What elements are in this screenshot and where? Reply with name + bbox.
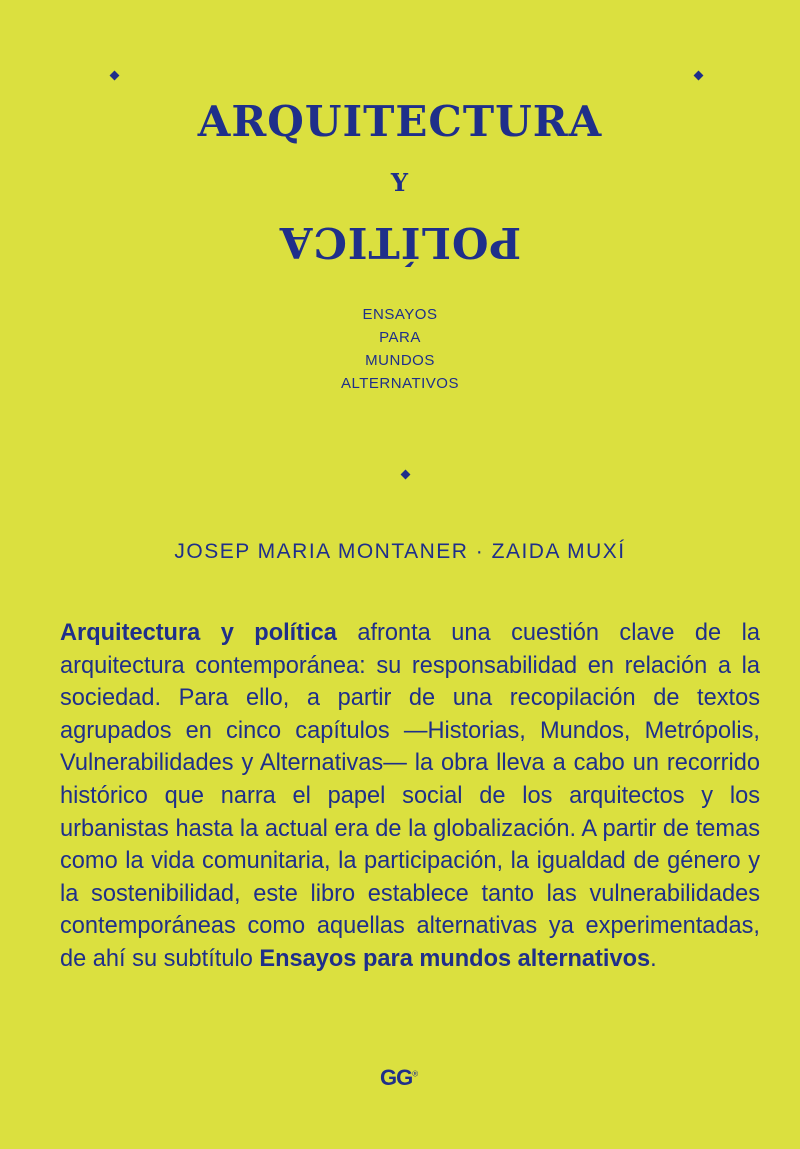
subtitle-line: PARA: [379, 329, 421, 346]
publisher-logo: [380, 1065, 417, 1091]
subtitle-line: MUNDOS: [365, 352, 435, 369]
registered-mark: ®: [412, 1069, 418, 1079]
diamond-ornament-center: [401, 470, 411, 480]
blurb-lead: Arquitectura y política: [60, 620, 337, 646]
diamond-ornament-right: [694, 71, 704, 81]
diamond-ornament-left: [110, 71, 120, 81]
authors: JOSEP MARIA MONTANER · ZAIDA MUXÍ: [174, 540, 626, 563]
blurb-paragraph: [60, 617, 760, 976]
blurb-body: afronta una cuestión clave de la arquitectura contemporánea: su responsabilidad en relación a la sociedad. Para ello, a partir de una recopilación de textos agrupados en cinco capítulos —Historias, Mundos, Metrópolis, Vulnerabilidades y Alternativas— la obra lleva a cabo un recorrido histórico que narra el papel social de los arquitectos y los urbanistas hasta la actual era de la globalización. A partir de temas como la vida comunitaria, la participación, la igualdad de género y la sostenibilidad, este libro establece tanto las vulnerabilidades contemporáneas como aquellas alternativas ya experimentadas, de ahí su subtítulo: [60, 620, 760, 972]
subtitle: [0, 303, 800, 395]
publisher-logo-text: GG: [380, 1065, 413, 1090]
title-line-1: ARQUITECTURA: [197, 97, 603, 146]
blurb-end: .: [650, 945, 657, 972]
blurb-subtitle-reference: Ensayos para mundos alternativos: [259, 945, 651, 972]
subtitle-line: ENSAYOS: [362, 306, 438, 323]
subtitle-line: ALTERNATIVOS: [341, 375, 459, 392]
title-line-3-inverted: POLÍTICA: [278, 218, 522, 267]
title-line-2: Y: [390, 168, 410, 197]
